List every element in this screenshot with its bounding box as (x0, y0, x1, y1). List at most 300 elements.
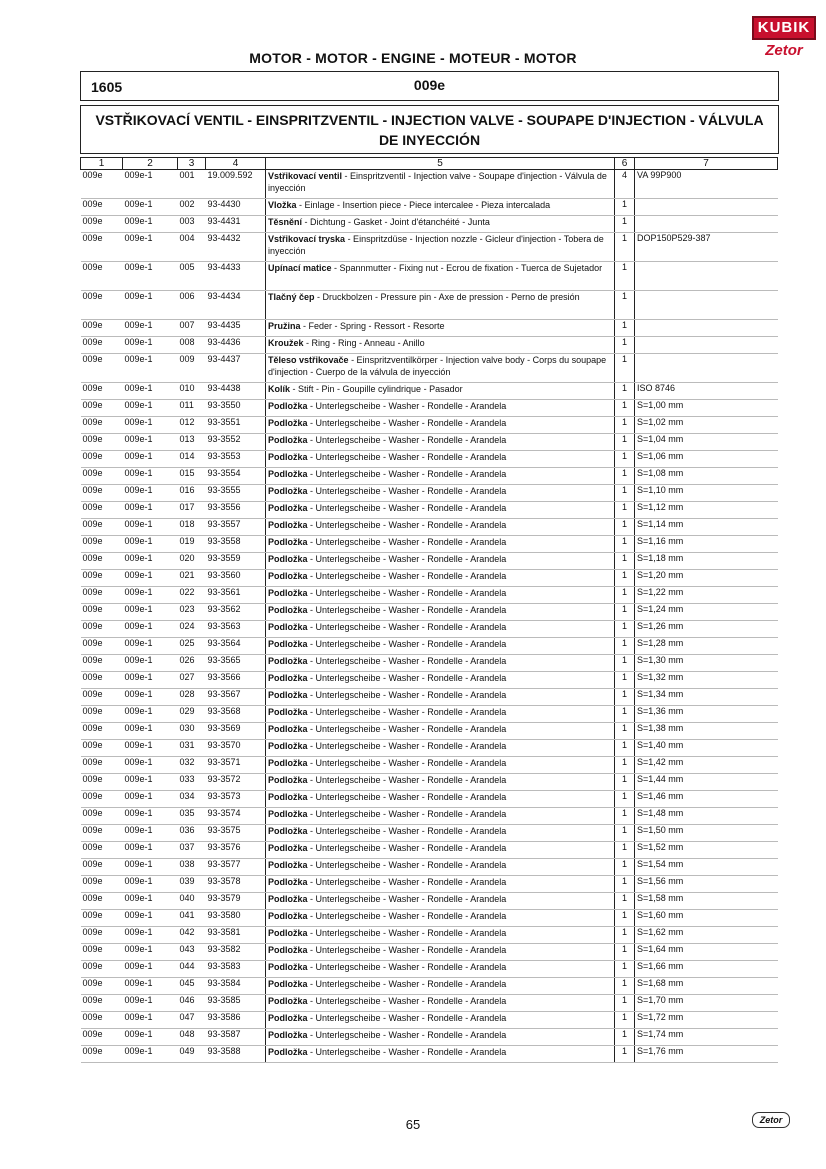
group-cell: 009e (81, 740, 123, 757)
part-translations: - Unterlegscheibe - Washer - Rondelle - Arandela (307, 452, 507, 462)
table-row (81, 791, 778, 808)
subgroup-cell: 009e-1 (123, 723, 178, 740)
position-cell: 040 (178, 893, 206, 910)
part-number-cell: 93-3569 (206, 723, 266, 740)
table-row (81, 842, 778, 859)
subgroup-cell: 009e-1 (123, 170, 178, 199)
position-cell: 010 (178, 383, 206, 400)
part-name: Podložka (268, 945, 308, 955)
subgroup-cell: 009e-1 (123, 689, 178, 706)
group-cell: 009e (81, 536, 123, 553)
position-cell: 043 (178, 944, 206, 961)
part-name: Podložka (268, 1013, 308, 1023)
note-cell: S=1,08 mm (635, 468, 778, 485)
part-name: Podložka (268, 792, 308, 802)
table-row (81, 893, 778, 910)
position-cell: 048 (178, 1029, 206, 1046)
group-cell: 009e (81, 434, 123, 451)
group-cell: 009e (81, 808, 123, 825)
section-title-box (80, 105, 779, 154)
column-header: 1 (81, 158, 123, 170)
part-number-cell: 93-3563 (206, 621, 266, 638)
subgroup-cell: 009e-1 (123, 553, 178, 570)
table-row (81, 1046, 778, 1063)
part-name: Podložka (268, 554, 308, 564)
part-number-cell: 93-4434 (206, 291, 266, 320)
note-cell: S=1,38 mm (635, 723, 778, 740)
table-row (81, 291, 778, 320)
part-name: Podložka (268, 418, 308, 428)
description-cell (266, 689, 615, 706)
quantity-cell: 1 (615, 893, 635, 910)
table-row (81, 978, 778, 995)
note-cell: S=1,42 mm (635, 757, 778, 774)
part-translations: - Stift - Pin - Goupille cylindrique - Pasador (290, 384, 463, 394)
position-cell: 003 (178, 216, 206, 233)
part-name: Upínací matice (268, 263, 332, 273)
subgroup-cell: 009e-1 (123, 604, 178, 621)
part-translations: - Unterlegscheibe - Washer - Rondelle - Arandela (307, 741, 507, 751)
part-name: Podložka (268, 775, 308, 785)
subgroup-cell: 009e-1 (123, 655, 178, 672)
table-row (81, 434, 778, 451)
position-cell: 004 (178, 233, 206, 262)
part-number-cell: 93-3552 (206, 434, 266, 451)
part-number-cell: 93-3564 (206, 638, 266, 655)
description-cell (266, 354, 615, 383)
position-cell: 022 (178, 587, 206, 604)
group-cell: 009e (81, 587, 123, 604)
part-number-cell: 93-3575 (206, 825, 266, 842)
group-cell: 009e (81, 893, 123, 910)
table-row (81, 672, 778, 689)
part-translations: - Unterlegscheibe - Washer - Rondelle - Arandela (307, 775, 507, 785)
group-cell: 009e (81, 1029, 123, 1046)
subgroup-cell: 009e-1 (123, 1029, 178, 1046)
part-translations: - Unterlegscheibe - Washer - Rondelle - Arandela (307, 843, 507, 853)
description-cell (266, 672, 615, 689)
subgroup-cell: 009e-1 (123, 1046, 178, 1063)
position-cell: 035 (178, 808, 206, 825)
description-cell (266, 291, 615, 320)
position-cell: 006 (178, 291, 206, 320)
quantity-cell: 1 (615, 808, 635, 825)
group-cell: 009e (81, 689, 123, 706)
position-cell: 017 (178, 502, 206, 519)
note-cell: ISO 8746 (635, 383, 778, 400)
quantity-cell: 1 (615, 842, 635, 859)
part-translations: - Einspritzdüse - Injection nozzle - Gicleur d'injection - Tobera de inyección (268, 234, 604, 256)
position-cell: 034 (178, 791, 206, 808)
part-name: Podložka (268, 656, 308, 666)
subgroup-cell: 009e-1 (123, 502, 178, 519)
part-number-cell: 93-3555 (206, 485, 266, 502)
part-number-cell: 93-3580 (206, 910, 266, 927)
table-row (81, 502, 778, 519)
part-number-cell: 93-3568 (206, 706, 266, 723)
table-row (81, 468, 778, 485)
part-translations: - Spannmutter - Fixing nut - Ecrou de fixation - Tuerca de Sujetador (331, 263, 603, 273)
zetor-footer-logo: Zetor (752, 1112, 790, 1128)
section-box (80, 71, 779, 101)
subgroup-cell: 009e-1 (123, 995, 178, 1012)
part-number-cell: 93-3584 (206, 978, 266, 995)
quantity-cell: 1 (615, 621, 635, 638)
position-cell: 013 (178, 434, 206, 451)
table-row (81, 757, 778, 774)
part-name: Vstřikovací tryska (268, 234, 346, 244)
subgroup-cell: 009e-1 (123, 417, 178, 434)
position-cell: 023 (178, 604, 206, 621)
table-row (81, 354, 778, 383)
group-cell: 009e (81, 995, 123, 1012)
part-name: Podložka (268, 826, 308, 836)
table-row (81, 587, 778, 604)
section-title: VSTŘIKOVACÍ VENTIL - EINSPRITZVENTIL - INJECTION VALVE - SOUPAPE D'INJECTION - VÁLVULA DE INYECCIÓN (95, 111, 764, 148)
group-cell: 009e (81, 842, 123, 859)
quantity-cell: 1 (615, 354, 635, 383)
part-name: Vstřikovací ventil (268, 171, 343, 181)
position-cell: 027 (178, 672, 206, 689)
group-cell: 009e (81, 825, 123, 842)
position-cell: 016 (178, 485, 206, 502)
note-cell: S=1,44 mm (635, 774, 778, 791)
part-number-cell: 93-3556 (206, 502, 266, 519)
part-number-cell: 93-3567 (206, 689, 266, 706)
description-cell (266, 961, 615, 978)
part-number-cell: 93-4430 (206, 199, 266, 216)
group-cell: 009e (81, 502, 123, 519)
part-name: Podložka (268, 877, 308, 887)
part-name: Podložka (268, 1047, 308, 1057)
column-header: 4 (206, 158, 266, 170)
quantity-cell: 1 (615, 291, 635, 320)
position-cell: 018 (178, 519, 206, 536)
position-cell: 044 (178, 961, 206, 978)
table-row (81, 417, 778, 434)
part-translations: - Unterlegscheibe - Washer - Rondelle - Arandela (307, 469, 507, 479)
description-cell (266, 1046, 615, 1063)
quantity-cell: 1 (615, 337, 635, 354)
note-cell: S=1,04 mm (635, 434, 778, 451)
part-name: Vložka (268, 200, 297, 210)
part-number-cell: 93-3565 (206, 655, 266, 672)
subgroup-cell: 009e-1 (123, 337, 178, 354)
note-cell: S=1,64 mm (635, 944, 778, 961)
position-cell: 011 (178, 400, 206, 417)
table-row (81, 604, 778, 621)
group-cell: 009e (81, 233, 123, 262)
table-row (81, 320, 778, 337)
description-cell (266, 876, 615, 893)
part-name: Podložka (268, 860, 308, 870)
position-cell: 020 (178, 553, 206, 570)
table-row (81, 553, 778, 570)
part-number-cell: 93-3573 (206, 791, 266, 808)
part-translations: - Unterlegscheibe - Washer - Rondelle - Arandela (307, 707, 507, 717)
description-cell (266, 808, 615, 825)
position-cell: 008 (178, 337, 206, 354)
position-cell: 031 (178, 740, 206, 757)
quantity-cell: 1 (615, 216, 635, 233)
table-header-row (81, 158, 778, 170)
group-cell: 009e (81, 757, 123, 774)
group-cell: 009e (81, 291, 123, 320)
quantity-cell: 1 (615, 451, 635, 468)
part-number-cell: 93-3583 (206, 961, 266, 978)
description-cell (266, 337, 615, 354)
description-cell (266, 1029, 615, 1046)
description-cell (266, 262, 615, 291)
part-number-cell: 93-3551 (206, 417, 266, 434)
table-row (81, 1012, 778, 1029)
subgroup-cell: 009e-1 (123, 961, 178, 978)
note-cell: VA 99P900 (635, 170, 778, 199)
note-cell: S=1,30 mm (635, 655, 778, 672)
column-header: 6 (615, 158, 635, 170)
group-cell: 009e (81, 978, 123, 995)
part-number-cell: 93-4437 (206, 354, 266, 383)
description-cell (266, 216, 615, 233)
part-name: Podložka (268, 911, 308, 921)
part-name: Podložka (268, 1030, 308, 1040)
part-number-cell: 93-4435 (206, 320, 266, 337)
note-cell: S=1,16 mm (635, 536, 778, 553)
subgroup-cell: 009e-1 (123, 944, 178, 961)
description-cell (266, 978, 615, 995)
part-translations: - Unterlegscheibe - Washer - Rondelle - Arandela (307, 758, 507, 768)
description-cell (266, 774, 615, 791)
note-cell: S=1,56 mm (635, 876, 778, 893)
part-translations: - Unterlegscheibe - Washer - Rondelle - Arandela (307, 1030, 507, 1040)
part-translations: - Unterlegscheibe - Washer - Rondelle - Arandela (307, 877, 507, 887)
table-row (81, 519, 778, 536)
quantity-cell: 1 (615, 1046, 635, 1063)
description-cell (266, 320, 615, 337)
note-cell: S=1,32 mm (635, 672, 778, 689)
group-cell: 009e (81, 199, 123, 216)
group-cell: 009e (81, 621, 123, 638)
quantity-cell: 1 (615, 587, 635, 604)
table-row (81, 262, 778, 291)
part-translations: - Unterlegscheibe - Washer - Rondelle - Arandela (307, 486, 507, 496)
quantity-cell: 1 (615, 519, 635, 536)
table-row (81, 170, 778, 199)
part-number-cell: 93-3558 (206, 536, 266, 553)
description-cell (266, 587, 615, 604)
part-number-cell: 93-4438 (206, 383, 266, 400)
quantity-cell: 1 (615, 553, 635, 570)
part-number-cell: 93-3550 (206, 400, 266, 417)
subgroup-cell: 009e-1 (123, 927, 178, 944)
subgroup-cell: 009e-1 (123, 842, 178, 859)
part-number-cell: 93-3557 (206, 519, 266, 536)
subgroup-cell: 009e-1 (123, 876, 178, 893)
note-cell: S=1,14 mm (635, 519, 778, 536)
position-cell: 002 (178, 199, 206, 216)
part-translations: - Unterlegscheibe - Washer - Rondelle - Arandela (307, 962, 507, 972)
position-cell: 033 (178, 774, 206, 791)
part-name: Podložka (268, 758, 308, 768)
part-number-cell: 93-3586 (206, 1012, 266, 1029)
model-code: 1605 (91, 79, 123, 95)
part-number-cell: 93-3576 (206, 842, 266, 859)
description-cell (266, 757, 615, 774)
quantity-cell: 1 (615, 995, 635, 1012)
part-name: Podložka (268, 843, 308, 853)
quantity-cell: 1 (615, 262, 635, 291)
subgroup-cell: 009e-1 (123, 706, 178, 723)
part-translations: - Druckbolzen - Pressure pin - Axe de pression - Perno de presión (314, 292, 580, 302)
group-cell: 009e (81, 320, 123, 337)
description-cell (266, 859, 615, 876)
part-name: Podložka (268, 452, 308, 462)
part-name: Podložka (268, 588, 308, 598)
group-cell: 009e (81, 451, 123, 468)
page-number: 65 (405, 1117, 421, 1132)
note-cell: DOP150P529-387 (635, 233, 778, 262)
subgroup-cell: 009e-1 (123, 199, 178, 216)
quantity-cell: 1 (615, 1012, 635, 1029)
subgroup-cell: 009e-1 (123, 978, 178, 995)
table-row (81, 655, 778, 672)
description-cell (266, 740, 615, 757)
part-number-cell: 93-3588 (206, 1046, 266, 1063)
description-cell (266, 485, 615, 502)
part-translations: - Unterlegscheibe - Washer - Rondelle - Arandela (307, 928, 507, 938)
position-cell: 007 (178, 320, 206, 337)
part-number-cell: 93-3582 (206, 944, 266, 961)
position-cell: 030 (178, 723, 206, 740)
description-cell (266, 451, 615, 468)
quantity-cell: 1 (615, 723, 635, 740)
quantity-cell: 1 (615, 944, 635, 961)
group-cell: 009e (81, 485, 123, 502)
part-translations: - Unterlegscheibe - Washer - Rondelle - Arandela (307, 945, 507, 955)
group-cell: 009e (81, 944, 123, 961)
subgroup-cell: 009e-1 (123, 808, 178, 825)
subgroup-cell: 009e-1 (123, 291, 178, 320)
note-cell: S=1,34 mm (635, 689, 778, 706)
position-cell: 026 (178, 655, 206, 672)
description-cell (266, 638, 615, 655)
part-translations: - Dichtung - Gasket - Joint d'étanchéité - Junta (302, 217, 490, 227)
part-translations: - Unterlegscheibe - Washer - Rondelle - Arandela (307, 656, 507, 666)
group-cell: 009e (81, 604, 123, 621)
part-translations: - Unterlegscheibe - Washer - Rondelle - Arandela (307, 537, 507, 547)
table-row (81, 1029, 778, 1046)
subgroup-cell: 009e-1 (123, 383, 178, 400)
part-translations: - Unterlegscheibe - Washer - Rondelle - Arandela (307, 809, 507, 819)
note-cell (635, 354, 778, 383)
position-cell: 038 (178, 859, 206, 876)
note-cell: S=1,24 mm (635, 604, 778, 621)
part-translations: - Unterlegscheibe - Washer - Rondelle - Arandela (307, 996, 507, 1006)
group-cell: 009e (81, 337, 123, 354)
group-cell: 009e (81, 1046, 123, 1063)
position-cell: 045 (178, 978, 206, 995)
quantity-cell: 1 (615, 320, 635, 337)
position-cell: 001 (178, 170, 206, 199)
subgroup-cell: 009e-1 (123, 320, 178, 337)
group-cell: 009e (81, 519, 123, 536)
note-cell: S=1,26 mm (635, 621, 778, 638)
part-name: Podložka (268, 537, 308, 547)
quantity-cell: 1 (615, 910, 635, 927)
quantity-cell: 1 (615, 638, 635, 655)
note-cell (635, 216, 778, 233)
position-cell: 024 (178, 621, 206, 638)
part-translations: - Unterlegscheibe - Washer - Rondelle - Arandela (307, 690, 507, 700)
table-row (81, 825, 778, 842)
description-cell (266, 519, 615, 536)
note-cell: S=1,22 mm (635, 587, 778, 604)
part-number-cell: 93-4436 (206, 337, 266, 354)
group-cell: 009e (81, 170, 123, 199)
part-number-cell: 93-3561 (206, 587, 266, 604)
position-cell: 021 (178, 570, 206, 587)
subgroup-cell: 009e-1 (123, 638, 178, 655)
position-cell: 029 (178, 706, 206, 723)
note-cell: S=1,02 mm (635, 417, 778, 434)
column-header: 2 (123, 158, 178, 170)
part-translations: - Unterlegscheibe - Washer - Rondelle - Arandela (307, 435, 507, 445)
part-translations: - Unterlegscheibe - Washer - Rondelle - Arandela (307, 724, 507, 734)
quantity-cell: 1 (615, 400, 635, 417)
part-name: Podložka (268, 996, 308, 1006)
subgroup-cell: 009e-1 (123, 740, 178, 757)
part-translations: - Unterlegscheibe - Washer - Rondelle - Arandela (307, 792, 507, 802)
part-number-cell: 93-3574 (206, 808, 266, 825)
position-cell: 019 (178, 536, 206, 553)
subgroup-cell: 009e-1 (123, 216, 178, 233)
column-header: 3 (178, 158, 206, 170)
note-cell: S=1,18 mm (635, 553, 778, 570)
table-row (81, 485, 778, 502)
column-header: 5 (266, 158, 615, 170)
position-cell: 049 (178, 1046, 206, 1063)
part-number-cell: 19.009.592 (206, 170, 266, 199)
group-cell: 009e (81, 638, 123, 655)
part-name: Podložka (268, 486, 308, 496)
note-cell (635, 199, 778, 216)
subgroup-cell: 009e-1 (123, 536, 178, 553)
part-number-cell: 93-3562 (206, 604, 266, 621)
part-translations: - Unterlegscheibe - Washer - Rondelle - Arandela (307, 520, 507, 530)
part-name: Podložka (268, 605, 308, 615)
table-row (81, 233, 778, 262)
quantity-cell: 1 (615, 876, 635, 893)
part-name: Podložka (268, 520, 308, 530)
quantity-cell: 1 (615, 689, 635, 706)
description-cell (266, 842, 615, 859)
subgroup-cell: 009e-1 (123, 468, 178, 485)
part-name: Podložka (268, 707, 308, 717)
quantity-cell: 4 (615, 170, 635, 199)
table-row (81, 995, 778, 1012)
position-cell: 032 (178, 757, 206, 774)
description-cell (266, 383, 615, 400)
group-cell: 009e (81, 354, 123, 383)
note-cell: S=1,62 mm (635, 927, 778, 944)
position-cell: 037 (178, 842, 206, 859)
part-name: Podložka (268, 690, 308, 700)
note-cell (635, 262, 778, 291)
description-cell (266, 706, 615, 723)
note-cell: S=1,28 mm (635, 638, 778, 655)
note-cell: S=1,50 mm (635, 825, 778, 842)
table-row (81, 383, 778, 400)
